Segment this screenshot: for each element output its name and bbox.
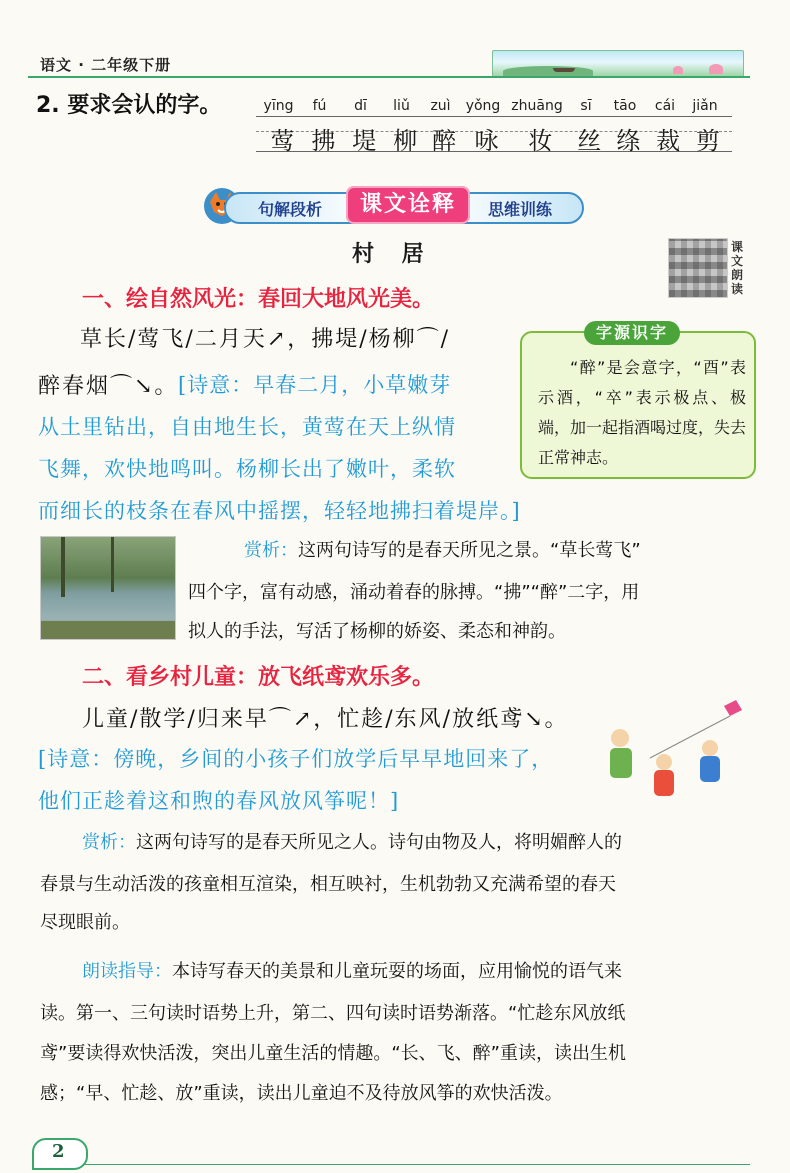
qr-code[interactable] <box>668 238 728 298</box>
section-title: 2. 要求会认的字。 <box>36 93 222 118</box>
pinyin: yǒng <box>465 98 501 114</box>
appreciation-line: 四个字，富有动感，涌动着春的脉搏。“拂”“醉”二字，用 <box>188 582 640 603</box>
poem-line-2: 醉春烟⌒↘。 <box>38 374 179 399</box>
appreciation-line: 尽现眼前。 <box>40 912 130 933</box>
appreciation-label <box>244 534 641 568</box>
reading-guide <box>82 955 622 989</box>
section-banner <box>198 186 586 226</box>
pinyin: zhuāng <box>511 98 563 114</box>
appreciation-line: 拟人的手法，写活了杨柳的娇姿、柔态和神韵。 <box>188 621 566 642</box>
char-row <box>262 121 728 156</box>
pinyin: liǔ <box>393 98 410 114</box>
pinyin: dī <box>354 98 367 114</box>
part1-heading: 一、绘自然风光：春回大地风光美。 <box>82 287 435 312</box>
char: 剪 <box>696 127 721 155</box>
banner-left: 句解段析 <box>258 200 323 219</box>
appreciation-line: 这两句诗写的是春天所见之景。“草长莺飞” <box>298 540 641 561</box>
header-rule <box>28 76 750 78</box>
char: 拂 <box>311 127 336 155</box>
running-head: 语文 · 二年级下册 <box>40 56 172 74</box>
qr-label: 课文朗读 <box>731 240 744 296</box>
reading-guide-label: 朗读指导： <box>82 961 172 982</box>
char: 莺 <box>270 127 295 155</box>
char: 柳 <box>393 127 418 155</box>
appreciation-label-text: 赏析： <box>82 832 136 853</box>
part2-heading: 二、看乡村儿童：放飞纸鸢欢乐多。 <box>82 665 435 690</box>
poem-line-3: 儿童/散学/归来早⌒↗，忙趁/东风/放纸鸢↘。 <box>82 707 569 732</box>
pinyin: fú <box>312 98 327 114</box>
poem-title: 村 居 <box>352 242 434 267</box>
banner-right: 思维训练 <box>488 200 553 219</box>
meaning-line: [诗意：傍晚，乡间的小孩子们放学后早早地回来了， <box>38 747 554 771</box>
page-number: 2 <box>52 1141 65 1162</box>
appreciation-2 <box>82 826 622 860</box>
pinyin: tāo <box>613 98 637 114</box>
pinyin: zuì <box>430 98 451 114</box>
char: 咏 <box>474 127 499 155</box>
willow-riverbank-photo <box>40 536 176 640</box>
reading-guide-line: 感；“早、忙趁、放”重读，读出儿童迫不及待放风筝的欢快活泼。 <box>40 1083 563 1104</box>
glyph-origin-box <box>520 323 756 479</box>
banner-center: 课文诠释 <box>346 186 470 224</box>
poem-line-1: 草长/莺飞/二月天↗，拂堤/杨柳⌒/ <box>80 327 451 352</box>
reading-guide-line: 本诗写春天的美景和儿童玩耍的场面，应用愉悦的语气来 <box>172 961 622 982</box>
reading-guide-line: 鸢”要读得欢快活泼，突出儿童生活的情趣。“长、飞、醉”重读，读出生机 <box>40 1043 626 1064</box>
glyph-origin-tag: 字源识字 <box>584 321 680 345</box>
header-scenery-image <box>492 50 744 77</box>
pinyin: sī <box>580 98 592 114</box>
children-flying-kite-illustration <box>590 698 750 802</box>
pinyin: jiǎn <box>692 98 718 114</box>
char: 妆 <box>528 127 553 155</box>
char: 绦 <box>616 127 641 155</box>
appreciation-label-text: 赏析： <box>244 540 298 561</box>
meaning-line: 从土里钻出，自由地生长，黄莺在天上纵情 <box>38 415 456 439</box>
pinyin-row <box>258 98 728 114</box>
pinyin: cái <box>654 98 676 114</box>
pinyin: yīng <box>263 98 294 114</box>
meaning-line: 飞舞，欢快地鸣叫。杨柳长出了嫩叶，柔软 <box>38 457 456 481</box>
footer-rule <box>84 1164 750 1165</box>
meaning-line: 而细长的枝条在春风中摇摆，轻轻地拂扫着堤岸。] <box>38 499 521 523</box>
appreciation-line: 春景与生动活泼的孩童相互渲染，相互映衬，生机勃勃又充满希望的春天 <box>40 874 616 895</box>
reading-guide-line: 读。第一、三句读时语势上升，第二、四句读时语势渐落。“忙趁东风放纸 <box>40 1003 626 1024</box>
meaning-line: 他们正趁着这和煦的春风放风筝呢！] <box>38 789 400 813</box>
char: 裁 <box>656 127 681 155</box>
appreciation-line: 这两句诗写的是春天所见之人。诗句由物及人，将明媚醉人的 <box>136 832 622 853</box>
glyph-origin-text: “醉”是会意字，“酉”表示酒，“卒”表示极点、极端，加一起指酒喝过度，失去正常神志。 <box>538 358 747 467</box>
char: 丝 <box>577 127 602 155</box>
char: 堤 <box>352 127 377 155</box>
char: 醉 <box>432 127 457 155</box>
meaning-line: [诗意：早春二月，小草嫩芽 <box>178 373 452 397</box>
